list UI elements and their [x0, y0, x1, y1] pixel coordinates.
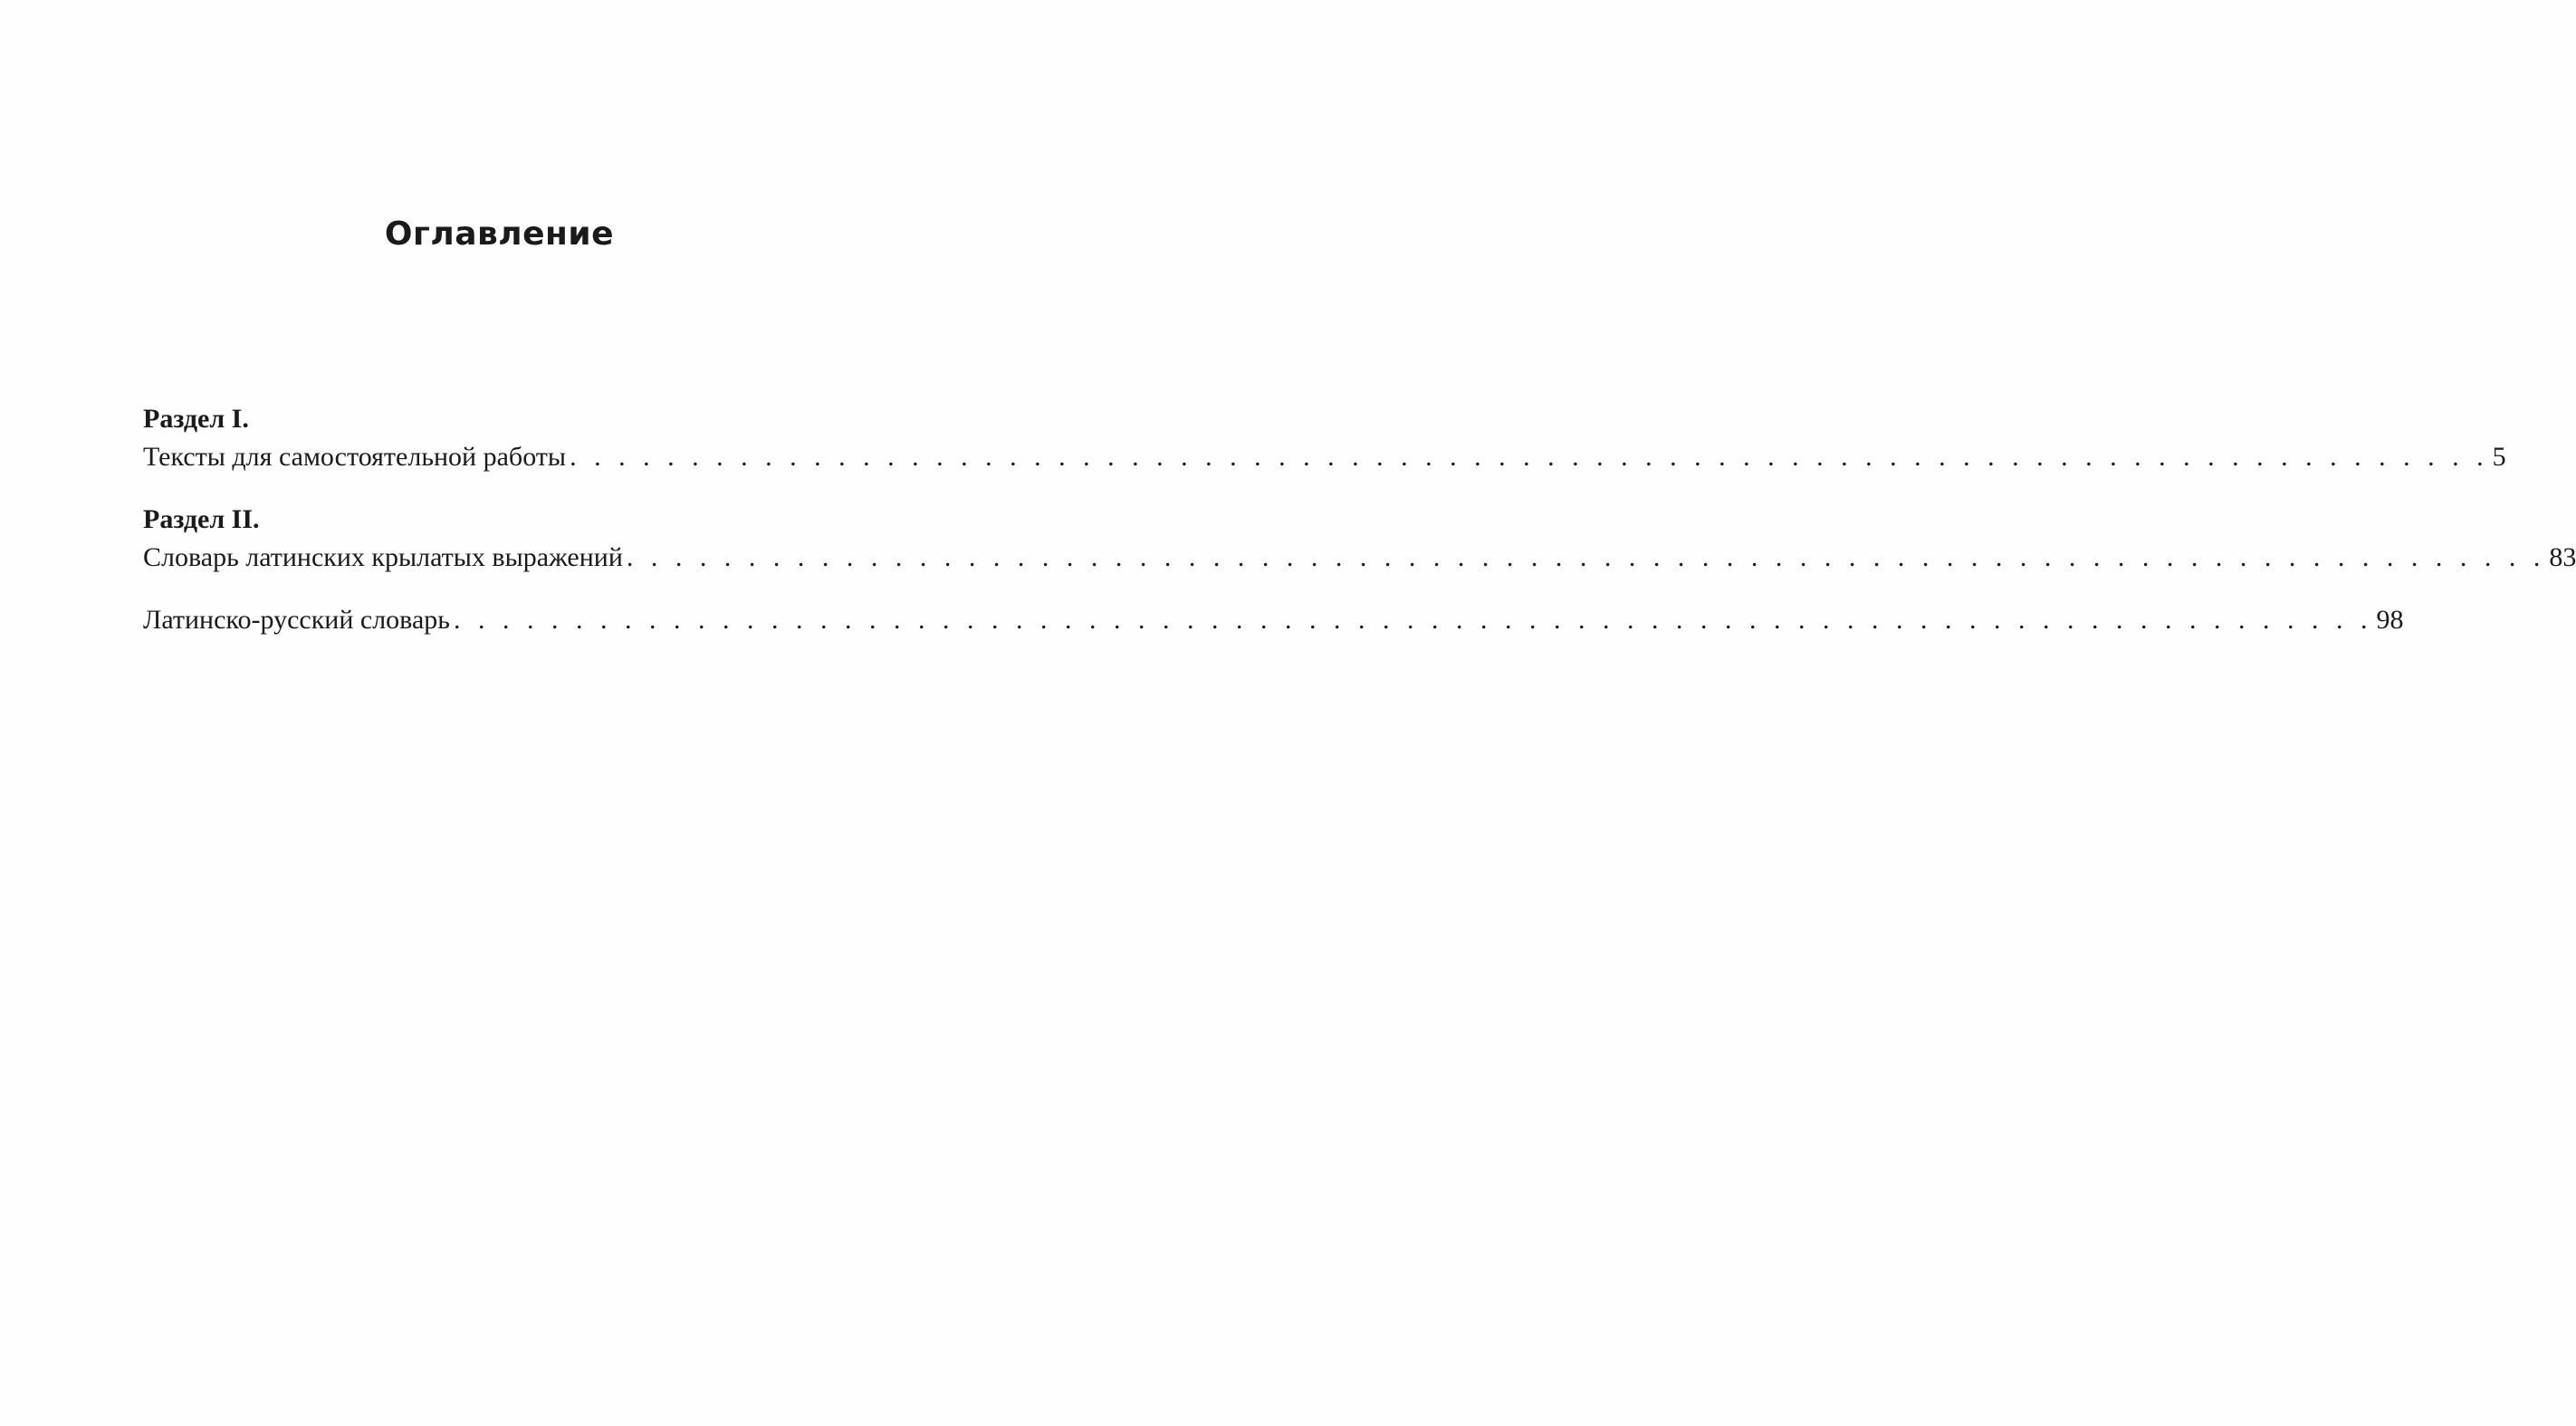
- toc-page-number: 83: [2549, 542, 2576, 572]
- toc-group-section-2: [143, 501, 2576, 577]
- page-title: Оглавление: [384, 215, 615, 253]
- toc-group-section-1: [143, 400, 2506, 476]
- table-of-contents: [143, 400, 2576, 639]
- toc-entry[interactable]: [143, 438, 2506, 476]
- dot-leader: . . . . . . . . . . . . . . . . . . . . . . . . . . . . . . . . . . . . . . . . . . . . . . . . . . . . . . . . . . . . . . . . . . . . . . . . . . . . . . .: [570, 442, 2489, 472]
- section-heading: Раздел II.: [143, 504, 260, 534]
- toc-entry-title: Тексты для самостоятельной работы: [143, 442, 567, 472]
- dot-leader: . . . . . . . . . . . . . . . . . . . . . . . . . . . . . . . . . . . . . . . . . . . . . . . . . . . . . . . . . . . . . . . . . . . . . . . . . . . . . . .: [453, 605, 2373, 635]
- section-heading: Раздел I.: [143, 404, 249, 434]
- toc-entry[interactable]: [143, 601, 2404, 639]
- toc-entry-title: Латинско-русский словарь: [143, 605, 450, 635]
- toc-group-dictionary: [143, 601, 2404, 639]
- dot-leader: . . . . . . . . . . . . . . . . . . . . . . . . . . . . . . . . . . . . . . . . . . . . . . . . . . . . . . . . . . . . . . . . . . . . . . . . . . . . . . .: [626, 542, 2546, 572]
- toc-page-number: 5: [2492, 442, 2506, 472]
- toc-entry[interactable]: [143, 539, 2576, 577]
- toc-page-number: 98: [2376, 605, 2404, 635]
- toc-entry-title: Словарь латинских крылатых выражений: [143, 542, 623, 572]
